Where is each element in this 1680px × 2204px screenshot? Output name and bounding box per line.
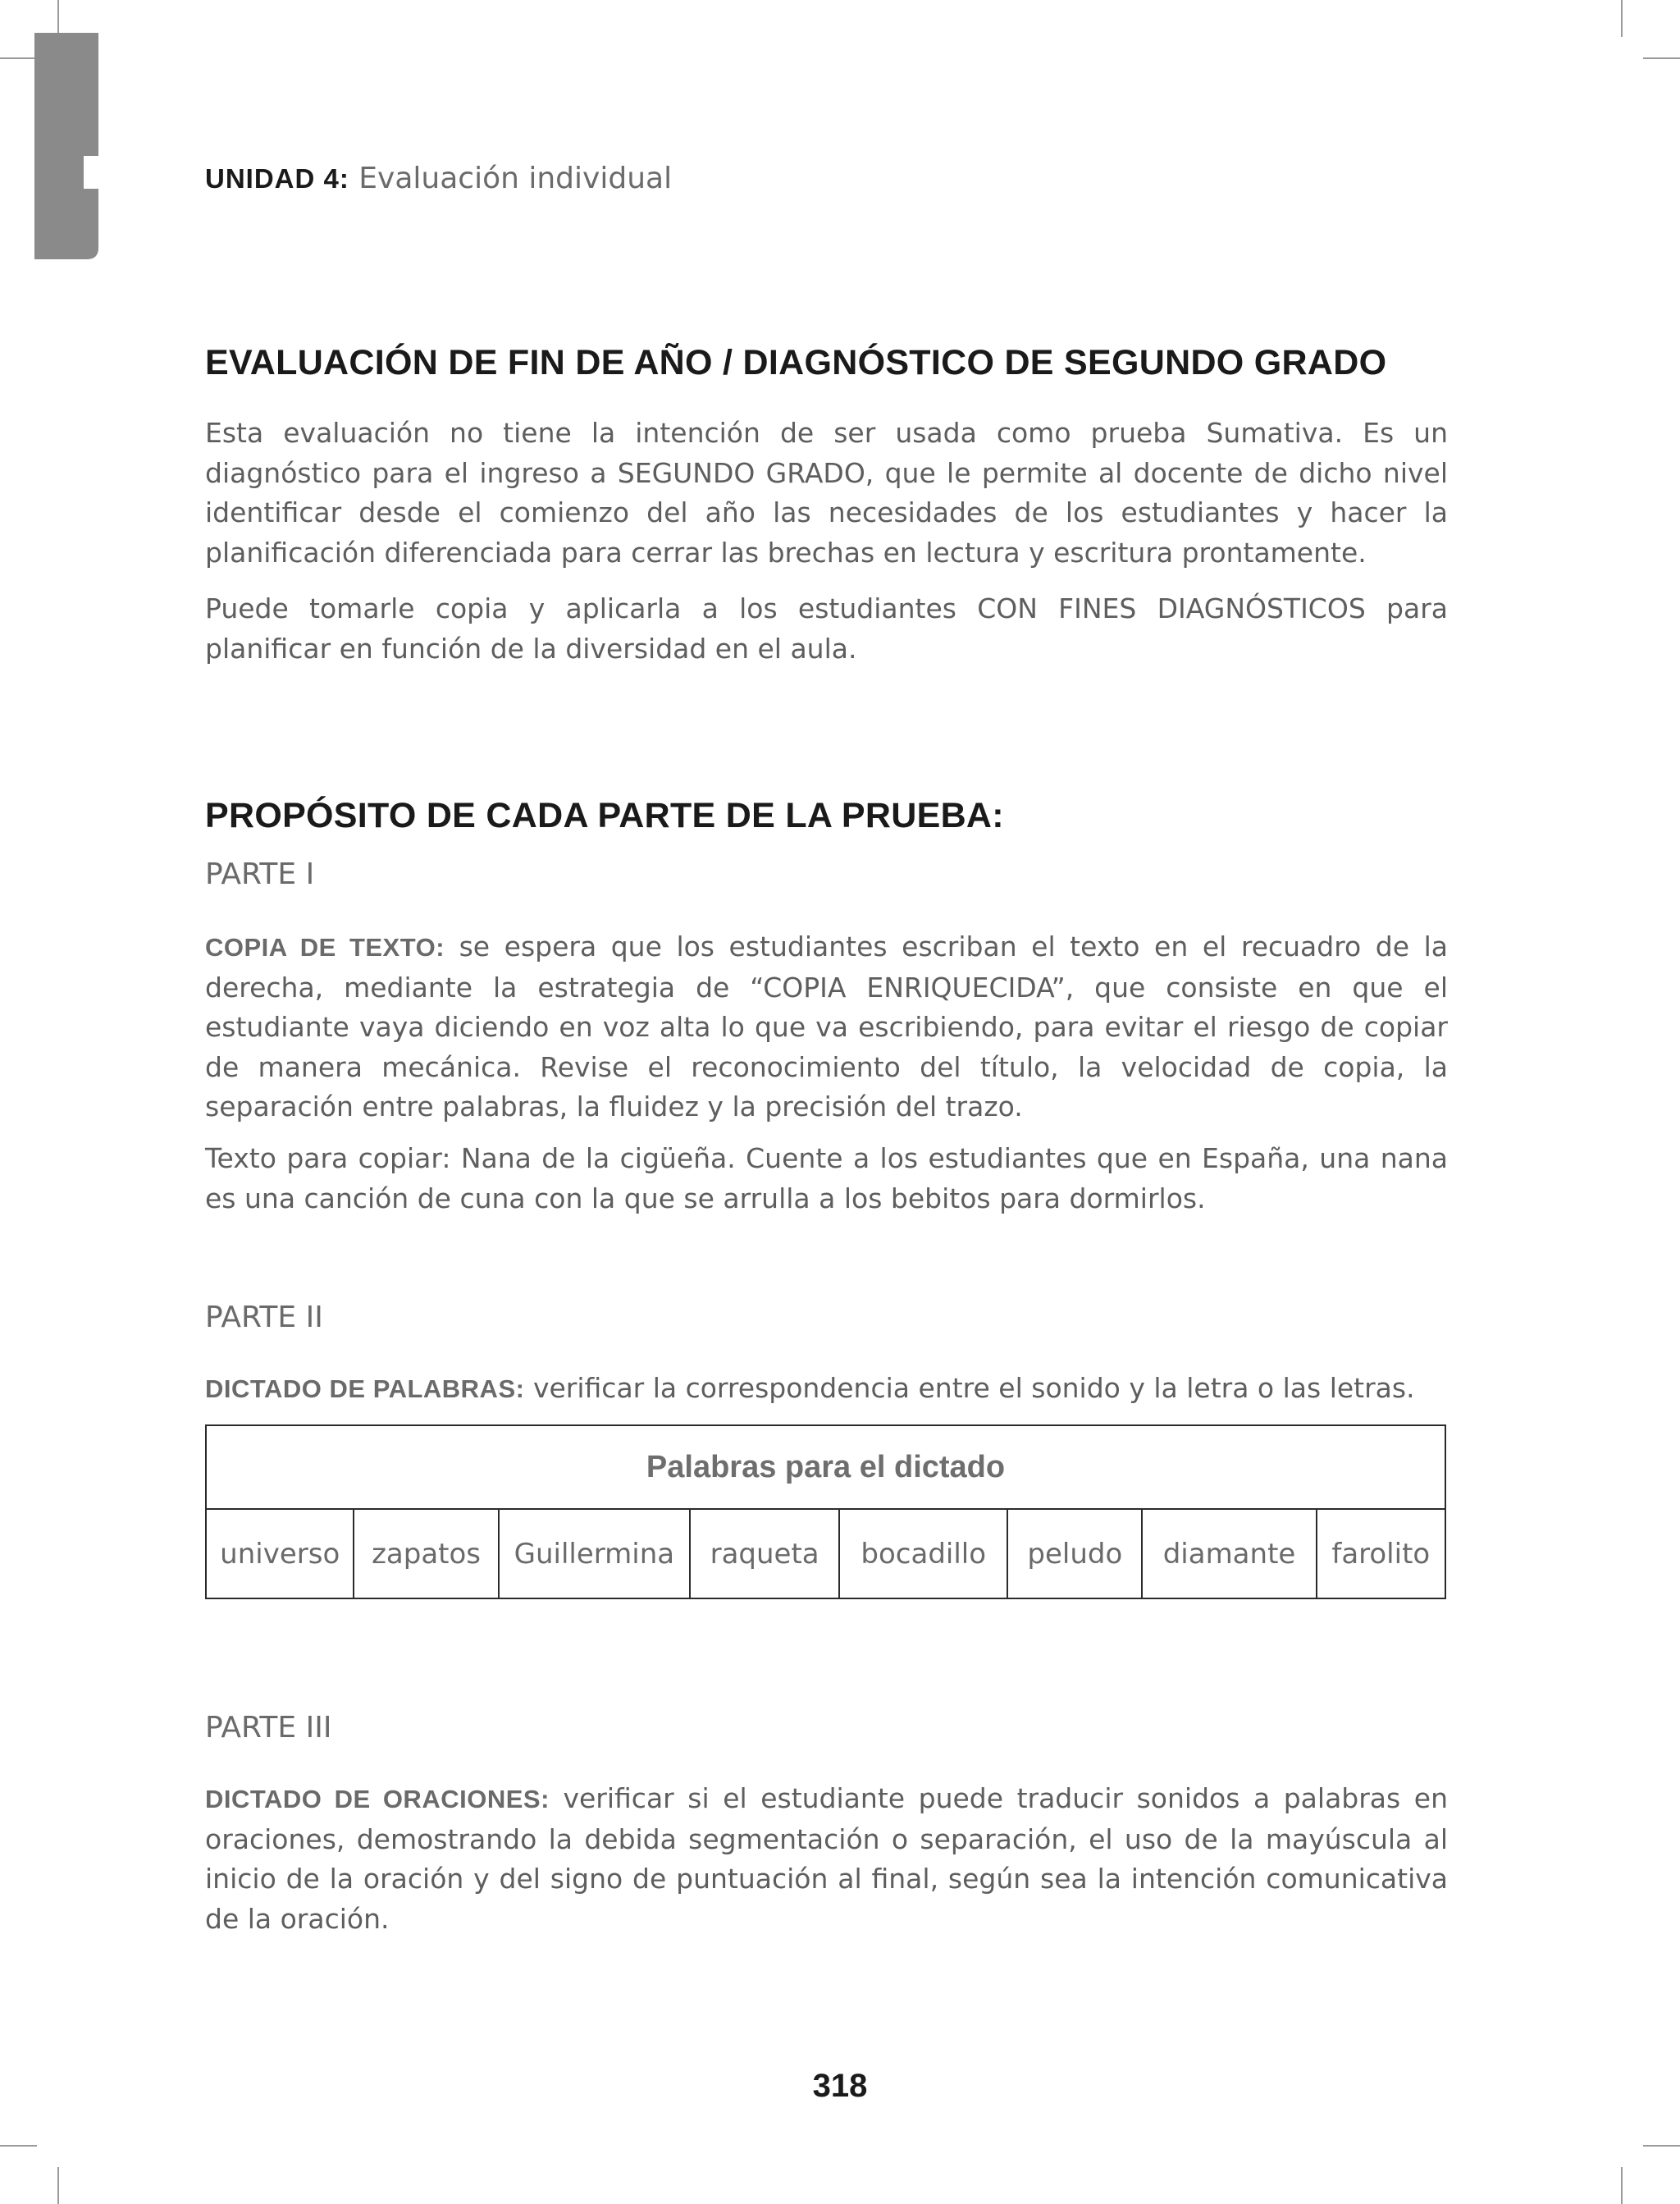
unit-subtitle: Evaluación individual <box>358 162 673 195</box>
part-1-item-text: se espera que los estudiantes escriban el texto en el recuadro de la derecha, mediante la estrategia de “COPIA ENRIQUECIDA”, que consiste en que el estudiante vaya diciendo en voz alta lo que va escribiendo, para evitar el riesgo de copiar de manera mecánica. Revise el reconocimiento del título, la velocidad de copia, la separación entre palabras, la fluidez y la precisión del trazo. <box>205 931 1448 1123</box>
word-cell: peludo <box>1007 1509 1142 1598</box>
page-title: EVALUACIÓN DE FIN DE AÑO / DIAGNÓSTICO DE SEGUNDO GRADO <box>205 343 1387 382</box>
unit-label: UNIDAD 4: <box>205 163 349 194</box>
table-row <box>206 1509 1445 1598</box>
crop-mark <box>1621 0 1623 37</box>
table-header: Palabras para el dictado <box>206 1425 1445 1509</box>
intro-paragraph-2: Puede tomarle copia y aplicarla a los estudiantes CON FINES DIAGNÓSTICOS para planificar en función de la diversidad en el aula. <box>205 592 1448 665</box>
word-cell: zapatos <box>354 1509 498 1598</box>
word-cell: bocadillo <box>839 1509 1007 1598</box>
part-3-item-text: verificar si el estudiante puede traducir sonidos a palabras en oraciones, demostrando la debida segmentación o separación, el uso de la mayúscula al inicio de la oración y del signo de puntuación al final, según sea la intención comunicativa de la oración. <box>205 1782 1448 1935</box>
table-header-row <box>206 1425 1445 1509</box>
part-1-label: PARTE I <box>205 857 315 891</box>
unit-tab-marker <box>34 33 98 259</box>
crop-mark <box>57 0 59 37</box>
part-2-label: PARTE II <box>205 1301 323 1334</box>
part-3-item-label: DICTADO DE ORACIONES: <box>205 1785 550 1813</box>
word-cell: diamante <box>1142 1509 1316 1598</box>
page-number: 318 <box>812 2068 868 2104</box>
part-2-item-text: verificar la correspondencia entre el sonido y la letra o las letras. <box>524 1372 1415 1404</box>
word-cell: Guillermina <box>499 1509 690 1598</box>
crop-mark <box>57 2167 59 2204</box>
crop-mark <box>1643 2145 1680 2147</box>
running-header <box>205 159 672 199</box>
word-cell: farolito <box>1317 1509 1445 1598</box>
part-1-item-label: COPIA DE TEXTO: <box>205 933 445 962</box>
part-3-label: PARTE III <box>205 1711 332 1744</box>
purpose-heading: PROPÓSITO DE CADA PARTE DE LA PRUEBA: <box>205 796 1004 835</box>
word-cell: raqueta <box>690 1509 839 1598</box>
intro-paragraph-1: Esta evaluación no tiene la intención de ser usada como prueba Sumativa. Es un diagnóstico para el ingreso a SEGUNDO GRADO, que le permite al docente de dicho nivel identificar desde el comienzo del año las necesidades de los estudiantes y hacer la planificación diferenciada para cerrar las brechas en lectura y escritura prontamente. <box>205 417 1448 569</box>
part-3-description <box>205 1779 1448 1939</box>
crop-mark <box>1621 2167 1623 2204</box>
part-2-item-label: DICTADO DE PALABRAS: <box>205 1374 525 1403</box>
part-1-note: Texto para copiar: Nana de la cigüeña. Cuente a los estudiantes que en España, una nana es una canción de cuna con la que se arrulla a los bebitos para dormirlos. <box>205 1142 1448 1214</box>
word-cell: universo <box>206 1509 354 1598</box>
crop-mark <box>0 57 37 59</box>
part-2-description <box>205 1369 1448 1410</box>
dictation-words-table <box>205 1424 1446 1599</box>
crop-mark <box>0 2145 37 2147</box>
crop-mark <box>1643 57 1680 59</box>
part-1-description <box>205 927 1448 1127</box>
